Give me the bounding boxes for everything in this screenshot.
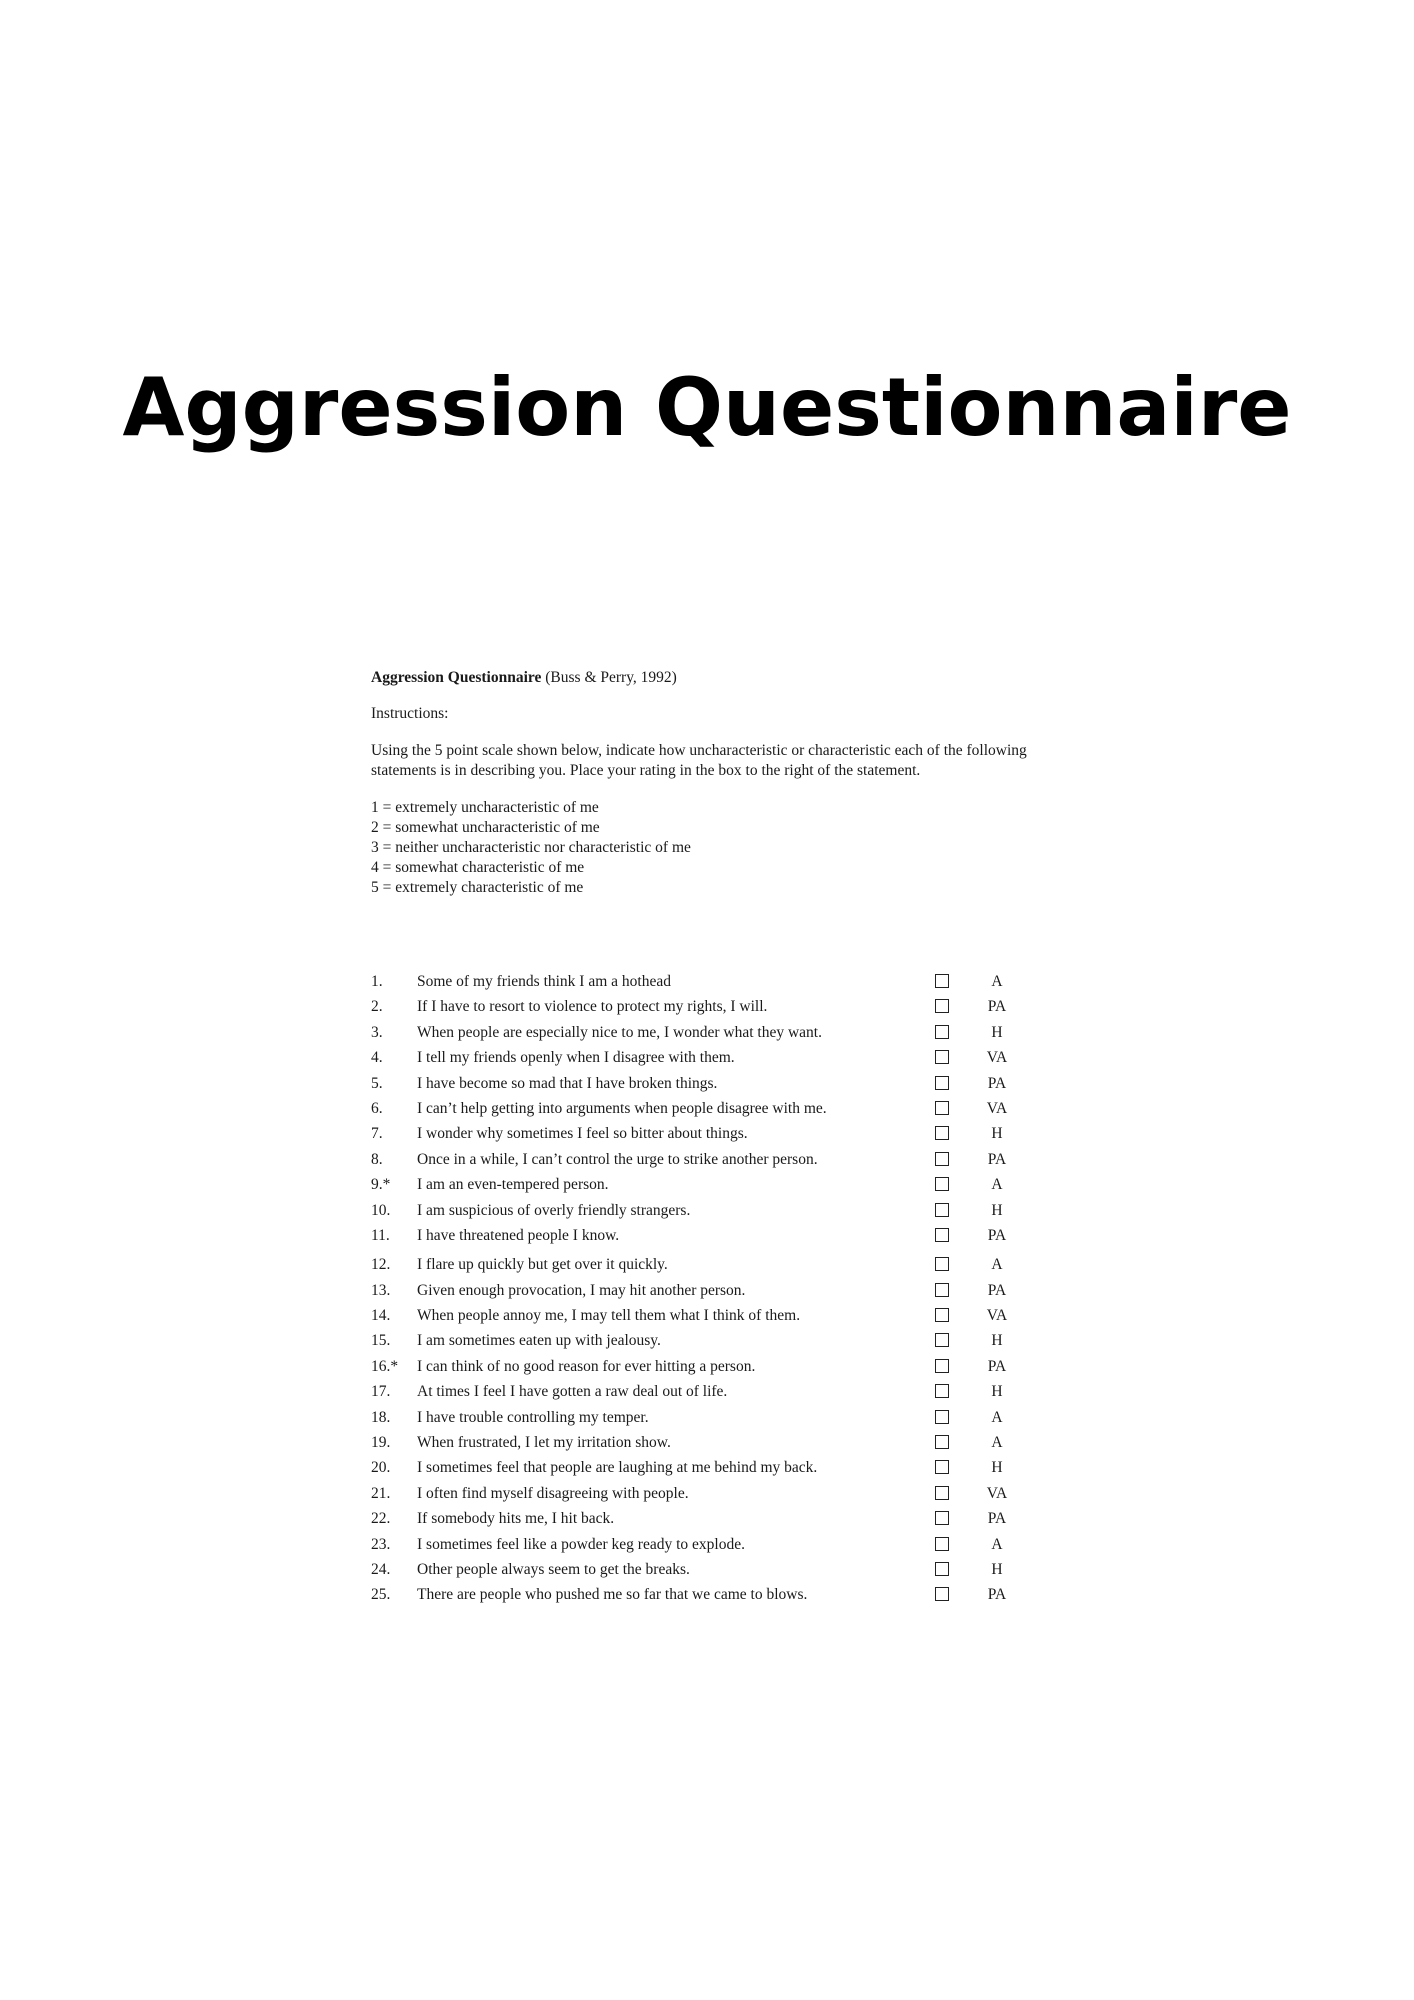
question-row <box>371 1252 1071 1277</box>
question-number: 16.* <box>371 1357 399 1375</box>
question-row <box>371 1328 1071 1353</box>
question-row <box>371 1557 1071 1582</box>
rating-box[interactable] <box>935 1050 949 1064</box>
subscale-code: A <box>991 1256 1003 1274</box>
document-heading-citation: (Buss & Perry, 1992) <box>545 669 677 686</box>
question-row <box>371 1455 1071 1480</box>
question-number: 19. <box>371 1434 391 1452</box>
instructions-text: Using the 5 point scale shown below, indicate how uncharacteristic or characteristic each of the following statements is in describing you. Place your rating in the box to the right of the statement. <box>371 742 1027 779</box>
subscale-code: PA <box>987 1226 1007 1244</box>
question-row <box>371 1405 1071 1430</box>
question-number: 24. <box>371 1560 391 1578</box>
question-number: 3. <box>371 1023 383 1041</box>
question-text: I have become so mad that I have broken things. <box>417 1074 718 1092</box>
question-row <box>371 1532 1071 1557</box>
scale-item: 4 = somewhat characteristic of me <box>371 859 585 876</box>
document-heading-title: Aggression Questionnaire <box>371 669 542 686</box>
question-row <box>371 1582 1071 1607</box>
question-number: 11. <box>371 1226 390 1244</box>
subscale-code: PA <box>987 1510 1007 1528</box>
subscale-code: H <box>991 1560 1003 1578</box>
question-list <box>371 969 1071 1608</box>
question-row <box>371 1506 1071 1531</box>
question-text: I wonder why sometimes I feel so bitter about things. <box>417 1125 748 1143</box>
rating-box[interactable] <box>935 1101 949 1115</box>
question-text: At times I feel I have gotten a raw deal out of life. <box>417 1383 728 1401</box>
question-number: 4. <box>371 1049 383 1067</box>
question-row <box>371 1020 1071 1045</box>
question-text: There are people who pushed me so far that we came to blows. <box>417 1586 808 1604</box>
question-row <box>371 1379 1071 1404</box>
question-text: When people are especially nice to me, I wonder what they want. <box>417 1023 822 1041</box>
subscale-code: H <box>991 1023 1003 1041</box>
question-number: 25. <box>371 1586 391 1604</box>
question-number: 14. <box>371 1307 391 1325</box>
question-number: 15. <box>371 1332 391 1350</box>
subscale-code: H <box>991 1459 1003 1477</box>
question-number: 6. <box>371 1099 383 1117</box>
subscale-code: PA <box>987 1150 1007 1168</box>
subscale-code: H <box>991 1201 1003 1219</box>
question-row <box>371 969 1071 994</box>
rating-box[interactable] <box>935 1283 949 1297</box>
subscale-code: H <box>991 1383 1003 1401</box>
question-number: 21. <box>371 1484 391 1502</box>
question-number: 17. <box>371 1383 391 1401</box>
rating-box[interactable] <box>935 1308 949 1322</box>
rating-box[interactable] <box>935 1257 949 1271</box>
subscale-code: A <box>991 1408 1003 1426</box>
rating-box[interactable] <box>935 1333 949 1347</box>
question-text: I often find myself disagreeing with people. <box>417 1484 689 1502</box>
question-row <box>371 994 1071 1019</box>
question-text: If I have to resort to violence to protect my rights, I will. <box>417 998 768 1016</box>
question-number: 10. <box>371 1201 391 1219</box>
question-row <box>371 1278 1071 1303</box>
subscale-code: PA <box>987 1074 1007 1092</box>
instructions-label: Instructions: <box>371 705 449 722</box>
scale-item: 5 = extremely characteristic of me <box>371 879 584 896</box>
question-row <box>371 1223 1071 1248</box>
question-text: I flare up quickly but get over it quickly. <box>417 1256 668 1274</box>
question-row <box>371 1354 1071 1379</box>
question-text: I sometimes feel like a powder keg ready to explode. <box>417 1535 745 1553</box>
subscale-code: A <box>991 1535 1003 1553</box>
subscale-code: H <box>991 1125 1003 1143</box>
question-text: I sometimes feel that people are laughing at me behind my back. <box>417 1459 818 1477</box>
subscale-code: VA <box>986 1484 1008 1502</box>
question-row <box>371 1121 1071 1146</box>
question-text: Some of my friends think I am a hothead <box>417 973 671 990</box>
subscale-code: PA <box>987 1357 1007 1375</box>
question-number: 9.* <box>371 1176 391 1194</box>
question-text: I have threatened people I know. <box>417 1226 620 1244</box>
question-number: 13. <box>371 1281 391 1299</box>
scale-item: 3 = neither uncharacteristic nor characteristic of me <box>371 839 691 856</box>
question-text: I can’t help getting into arguments when people disagree with me. <box>417 1099 827 1117</box>
rating-box[interactable] <box>935 1460 949 1474</box>
rating-box[interactable] <box>935 1562 949 1576</box>
question-number: 18. <box>371 1408 391 1426</box>
rating-box[interactable] <box>935 1486 949 1500</box>
question-row <box>371 1071 1071 1096</box>
question-number: 12. <box>371 1256 391 1274</box>
subscale-code: A <box>991 973 1003 990</box>
question-number: 8. <box>371 1150 383 1168</box>
rating-box[interactable] <box>935 1359 949 1373</box>
question-row <box>371 1045 1071 1070</box>
question-text: When frustrated, I let my irritation show. <box>417 1434 671 1452</box>
question-number: 2. <box>371 998 383 1016</box>
subscale-code: PA <box>987 1281 1007 1299</box>
scale-item: 1 = extremely uncharacteristic of me <box>371 799 599 816</box>
rating-box[interactable] <box>935 1025 949 1039</box>
subscale-code: A <box>991 1176 1003 1194</box>
question-text: Other people always seem to get the breaks. <box>417 1560 690 1578</box>
rating-scale <box>371 798 1071 898</box>
question-row <box>371 1096 1071 1121</box>
question-row <box>371 1481 1071 1506</box>
question-row <box>371 1147 1071 1172</box>
subscale-code: A <box>991 1434 1003 1452</box>
question-text: Once in a while, I can’t control the urge to strike another person. <box>417 1150 818 1168</box>
question-number: 7. <box>371 1125 383 1143</box>
question-number: 23. <box>371 1535 391 1553</box>
rating-box[interactable] <box>935 1435 949 1449</box>
rating-box[interactable] <box>935 1228 949 1242</box>
rating-box[interactable] <box>935 1177 949 1191</box>
question-text: Given enough provocation, I may hit another person. <box>417 1281 746 1299</box>
rating-box[interactable] <box>935 1587 949 1601</box>
question-text: I am an even-tempered person. <box>417 1176 609 1194</box>
question-row <box>371 1303 1071 1328</box>
question-text: If somebody hits me, I hit back. <box>417 1510 615 1528</box>
question-number: 20. <box>371 1459 391 1477</box>
question-text: I am sometimes eaten up with jealousy. <box>417 1332 661 1350</box>
subscale-code: VA <box>986 1099 1008 1117</box>
subscale-code: H <box>991 1332 1003 1350</box>
rating-box[interactable] <box>935 1537 949 1551</box>
rating-box[interactable] <box>935 999 949 1013</box>
rating-box[interactable] <box>935 1203 949 1217</box>
question-row <box>371 1198 1071 1223</box>
question-number: 5. <box>371 1074 383 1092</box>
question-text: I have trouble controlling my temper. <box>417 1408 649 1426</box>
question-row <box>371 1430 1071 1455</box>
question-text: I tell my friends openly when I disagree with them. <box>417 1049 735 1067</box>
document-heading <box>371 668 1071 688</box>
rating-box[interactable] <box>935 1384 949 1398</box>
questionnaire-intro <box>371 668 1071 898</box>
subscale-code: VA <box>986 1049 1008 1067</box>
question-row <box>371 1172 1071 1197</box>
question-text: I can think of no good reason for ever hitting a person. <box>417 1357 756 1375</box>
subscale-code: VA <box>986 1307 1008 1325</box>
question-number: 1. <box>371 973 383 990</box>
question-text: When people annoy me, I may tell them what I think of them. <box>417 1307 801 1325</box>
subscale-code: PA <box>987 998 1007 1016</box>
page-title: Aggression Questionnaire <box>122 361 1292 454</box>
scale-item: 2 = somewhat uncharacteristic of me <box>371 819 600 836</box>
rating-box[interactable] <box>935 974 949 988</box>
subscale-code: PA <box>987 1586 1007 1604</box>
rating-box[interactable] <box>935 1511 949 1525</box>
rating-box[interactable] <box>935 1126 949 1140</box>
rating-box[interactable] <box>935 1410 949 1424</box>
question-number: 22. <box>371 1510 391 1528</box>
rating-box[interactable] <box>935 1076 949 1090</box>
question-text: I am suspicious of overly friendly strangers. <box>417 1201 691 1219</box>
rating-box[interactable] <box>935 1152 949 1166</box>
